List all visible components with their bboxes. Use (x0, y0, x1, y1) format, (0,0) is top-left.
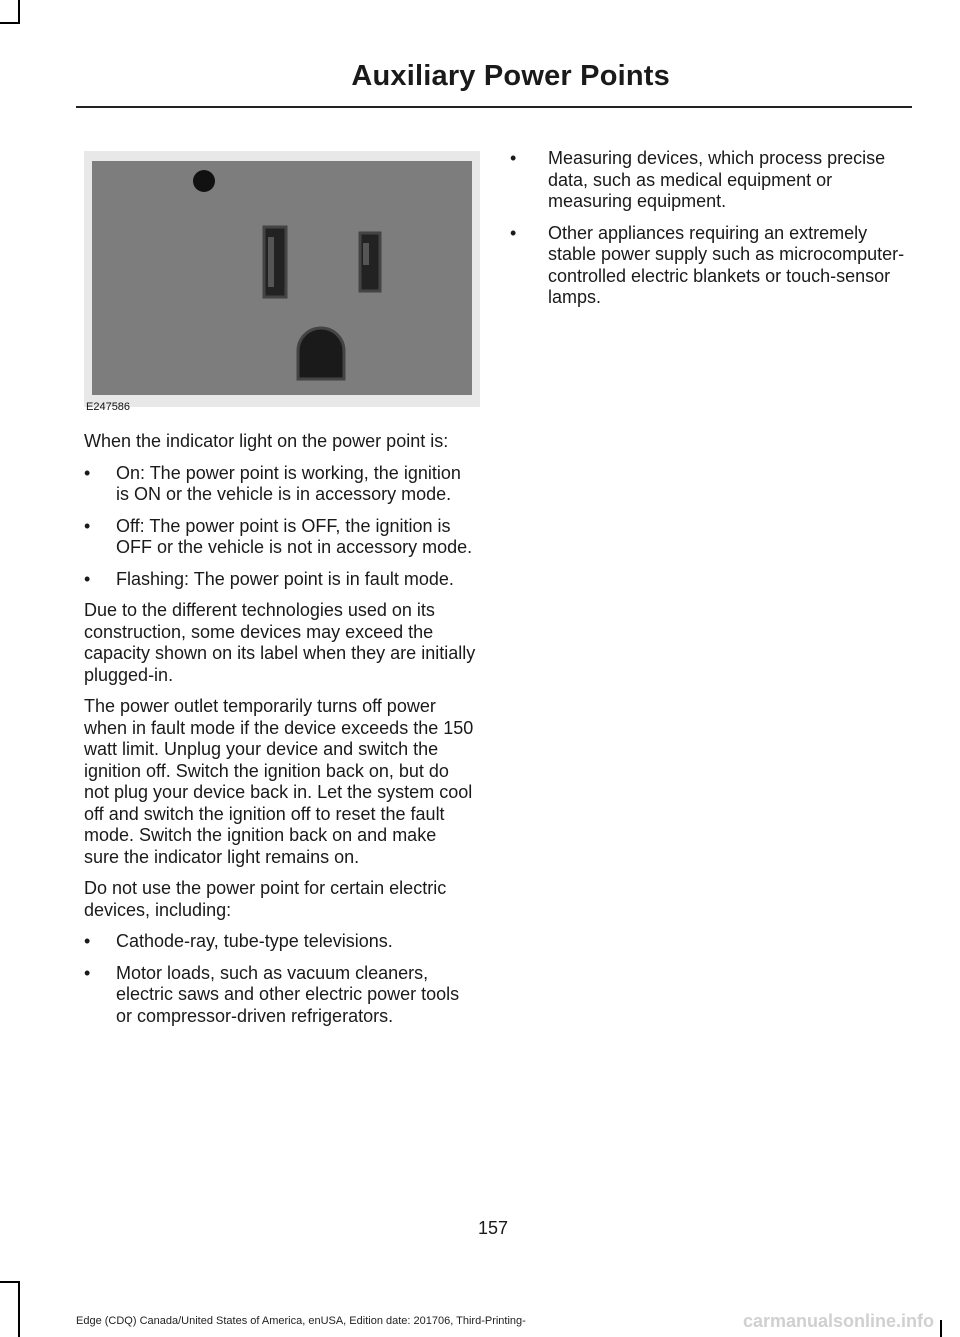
watermark: carmanualsonline.info (742, 1311, 934, 1331)
crop-mark (0, 22, 20, 24)
left-column (84, 431, 476, 1037)
page-number: 157 (477, 1218, 509, 1238)
fault-mode-paragraph: The power outlet temporarily turns off power when in fault mode if the device exceeds the 150 watt limit. Unplug your device and switch the ignition off. Switch the ignition back on, but do not plug your device back in. Let the system cool off and switch the ignition off to reset the fault mode. Switch the ignition back on and make sure the indicator light remains on. (84, 696, 474, 867)
power-outlet-illustration (84, 151, 480, 407)
list-item: • Off: The power point is OFF, the ignition is OFF or the vehicle is not in accessory mode. (84, 515, 473, 557)
capacity-paragraph: Due to the different technologies used on its construction, some devices may exceed the capacity shown on its label when they are initially plugged-in. (84, 600, 476, 685)
outlet-faceplate (92, 161, 472, 395)
crop-mark (18, 0, 20, 24)
list-item: • Flashing: The power point is in fault mode. (84, 568, 454, 589)
indicator-intro: When the indicator light on the power point is: (84, 431, 449, 451)
crop-mark (0, 1281, 20, 1283)
list-item: • Measuring devices, which process precise data, such as medical equipment or measuring equipment. (510, 148, 886, 211)
right-column (510, 148, 910, 319)
list-item: • Other appliances requiring an extremely stable power supply such as microcomputer-controlled electric blankets or touch-sensor lamps. (510, 222, 905, 307)
crop-mark (940, 1320, 942, 1337)
figure-label: E247586 (86, 401, 131, 413)
page-title: Auxiliary Power Points (351, 60, 670, 92)
restriction-intro: Do not use the power point for certain electric devices, including: (84, 878, 447, 920)
header-divider (76, 106, 912, 108)
outlet-icon (92, 161, 472, 395)
crop-mark (18, 1281, 20, 1337)
list-item: • Cathode-ray, tube-type televisions. (84, 931, 393, 951)
list-item: • On: The power point is working, the ignition is ON or the vehicle is in accessory mode. (84, 462, 461, 504)
footer-edition: Edge (CDQ) Canada/United States of America, enUSA, Edition date: 201706, Third-Printing- (76, 1315, 526, 1327)
list-item: • Motor loads, such as vacuum cleaners, electric saws and other electric power tools or compressor-driven refrigerators. (84, 962, 460, 1026)
